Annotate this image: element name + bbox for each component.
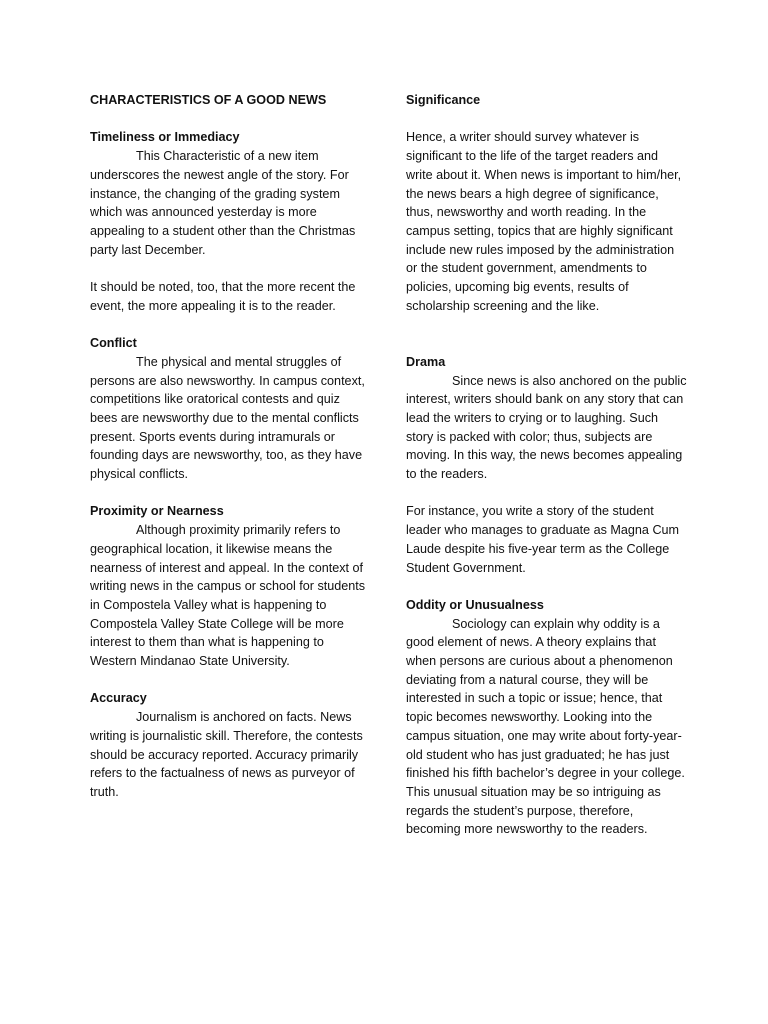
left-column	[90, 91, 368, 802]
conflict-paragraph: The physical and mental struggles of persons are also newsworthy. In campus context, competitions like oratorical contests and quiz bees are newsworthy due to the mental conflicts present. Sports events during intramurals or founding days are newsworthy, too, as they have physical conflicts.	[90, 354, 365, 482]
heading-timeliness: Timeliness or Immediacy	[90, 130, 240, 145]
spacer	[406, 577, 688, 596]
spacer	[406, 484, 688, 503]
accuracy-paragraph: Journalism is anchored on facts. News writing is journalistic skill. Therefore, the contests should be accuracy reported. Accuracy primarily refers to the factualness of news as purveyor of truth.	[90, 710, 363, 799]
timeliness-paragraph-1: This Characteristic of a new item underscores the newest angle of the story. For instance, the changing of the grading system which was announced yesterday is more appealing to a student other than the Christmas party last December.	[90, 149, 356, 257]
right-column	[406, 91, 688, 839]
timeliness-paragraph-2: It should be noted, too, that the more recent the event, the more appealing it is to the reader.	[90, 280, 356, 313]
significance-paragraph: Hence, a writer should survey whatever is significant to the life of the target readers and write about it. When news is important to him/her, the news bears a high degree of significance, thus, newsworthy and worth reading. In the campus setting, topics that are highly significant include new rules imposed by the administration or the student government, amendments to policies, upcoming big events, results of scholarship screening and the like.	[406, 130, 682, 313]
heading-conflict: Conflict	[90, 336, 137, 351]
spacer	[90, 110, 368, 129]
heading-significance: Significance	[406, 93, 481, 107]
spacer	[90, 259, 368, 278]
oddity-paragraph: Sociology can explain why oddity is a good element of news. A theory explains that when persons are curious about a phenomenon deviating from a natural course, they will be interested in such a topic or issue; hence, that topic becomes newsworthy. Looking into the campus situation, one may write about forty-year-old student who has just graduated; he has just finished his fifth bachelor’s degree in your college. This unusual situation may be so intriguing as regards the student’s purpose, therefore, becoming more newsworthy to the readers.	[406, 616, 685, 837]
drama-paragraph-1: Since news is also anchored on the public interest, writers should bank on any story that can lead the writers to crying or to laughing. Such story is packed with color; thus, subjects are moving. In this way, the news becomes appealing to the readers.	[406, 373, 687, 482]
spacer	[406, 110, 688, 129]
heading-proximity: Proximity or Nearness	[90, 504, 224, 519]
drama-paragraph-2: For instance, you write a story of the student leader who manages to graduate as Magna Cum Laude despite his five-year term as the College Student Government.	[406, 504, 680, 575]
heading-oddity: Oddity or Unusualness	[406, 597, 544, 612]
heading-accuracy: Accuracy	[90, 691, 147, 706]
document-title: CHARACTERISTICS OF A GOOD NEWS	[90, 93, 327, 107]
spacer	[90, 484, 368, 503]
proximity-paragraph: Although proximity primarily refers to geographical location, it likewise means the nearness of interest and appeal. In the context of writing news in the campus or school for students in Compostela Valley what is happening to Compostela Valley State College will be more interest to them than what is happening to Western Mindanao State University.	[90, 523, 366, 669]
spacer	[90, 671, 368, 690]
spacer	[90, 315, 368, 334]
heading-drama: Drama	[406, 354, 446, 369]
spacer	[406, 315, 688, 334]
spacer	[406, 334, 688, 353]
